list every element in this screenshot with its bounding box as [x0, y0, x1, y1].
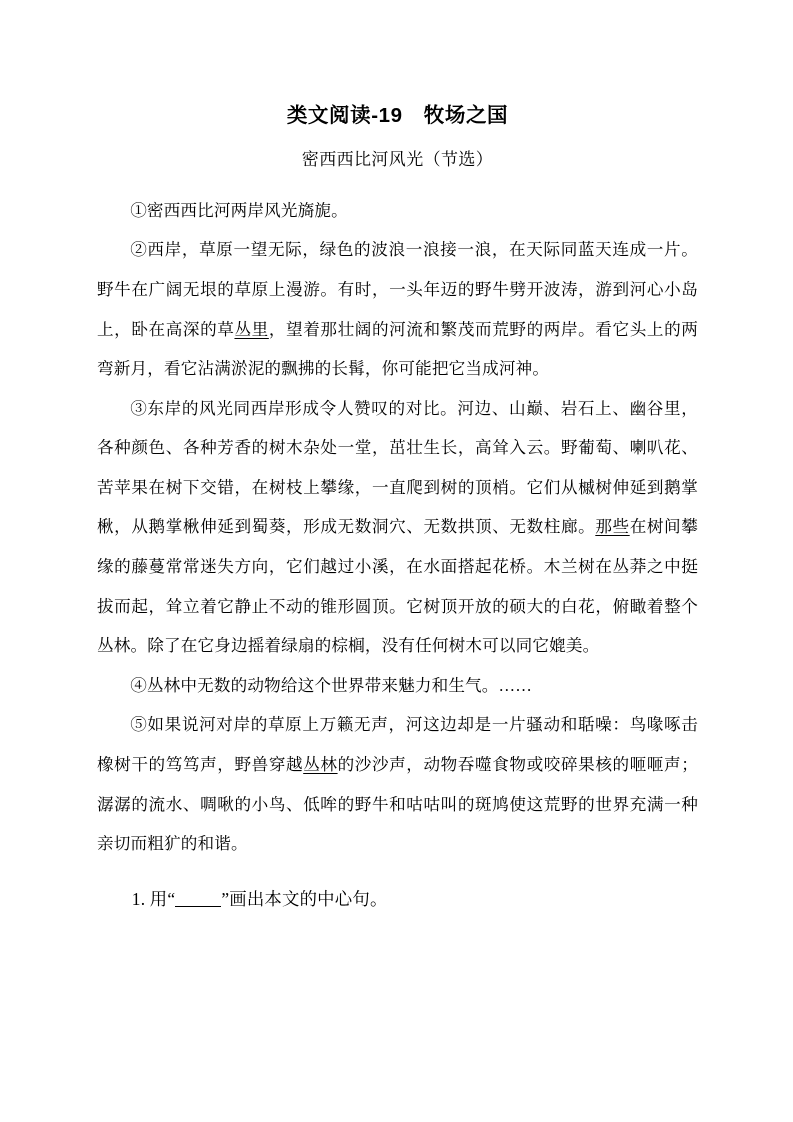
reading-passage	[97, 171, 698, 864]
underlined-phrase: 丛里	[234, 319, 269, 339]
page-title: 类文阅读-19 牧场之国	[286, 104, 509, 127]
question-prefix: 1. 用“	[131, 888, 176, 909]
underlined-phrase: 那些	[595, 517, 630, 537]
passage-paragraph-1: ①密西西比河两岸风光旖旎。	[130, 200, 348, 220]
question-suffix: ”画出本文的中心句。	[221, 888, 388, 909]
passage-paragraph-5: ⑤如果说河对岸的草原上万籁无声，河这边却是一片骚动和聒噪：鸟喙啄击橡树干的笃笃声，野兽穿越丛林的沙沙声，动物吞噬食物或咬碎果核的咂咂声；潺潺的流水、啁啾的小鸟、低哞的野牛和咕咕叫的斑鸠使这荒野的世界充满一种亲切而粗犷的和谐。	[97, 715, 698, 854]
page-subtitle: 密西西比河风光（节选）	[301, 149, 494, 169]
passage-paragraph-4: ④丛林中无数的动物给这个世界带来魅力和生气。……	[130, 675, 533, 695]
answer-blank[interactable]	[175, 906, 221, 907]
passage-paragraph-3: ③东岸的风光同西岸形成令人赞叹的对比。河边、山巅、岩石上、幽谷里，各种颜色、各种芳香的树木杂处一堂，茁壮生长，高耸入云。野葡萄、喇叭花、苦苹果在树下交错，在树枝上攀缘，一直爬到树的顶梢。它们从槭树伸延到鹅掌楸，从鹅掌楸伸延到蜀葵，形成无数洞穴、无数拱顶、无数柱廊。那些在树间攀缘的藤蔓常常迷失方向，它们越过小溪，在水面搭起花桥。木兰树在丛莽之中挺拔而起，耸立着它静止不动的锥形圆顶。它树顶开放的硕大的白花，俯瞰着整个丛林。除了在它身边摇着绿扇的棕榈，没有任何树木可以同它媲美。	[97, 398, 698, 656]
underlined-phrase: 丛林	[303, 755, 338, 775]
question-item-1	[97, 880, 698, 920]
question-list	[97, 864, 698, 920]
page-content	[97, 0, 698, 919]
passage-paragraph-2: ②西岸，草原一望无际，绿色的波浪一浪接一浪，在天际同蓝天连成一片。野牛在广阔无垠的草原上漫游。有时，一头年迈的野牛劈开波涛，游到河心小岛上，卧在高深的草丛里，望着那壮阔的河流和繁茂而荒野的两岸。看它头上的两弯新月，看它沾满淤泥的飘拂的长髯，你可能把它当成河神。	[97, 240, 698, 379]
